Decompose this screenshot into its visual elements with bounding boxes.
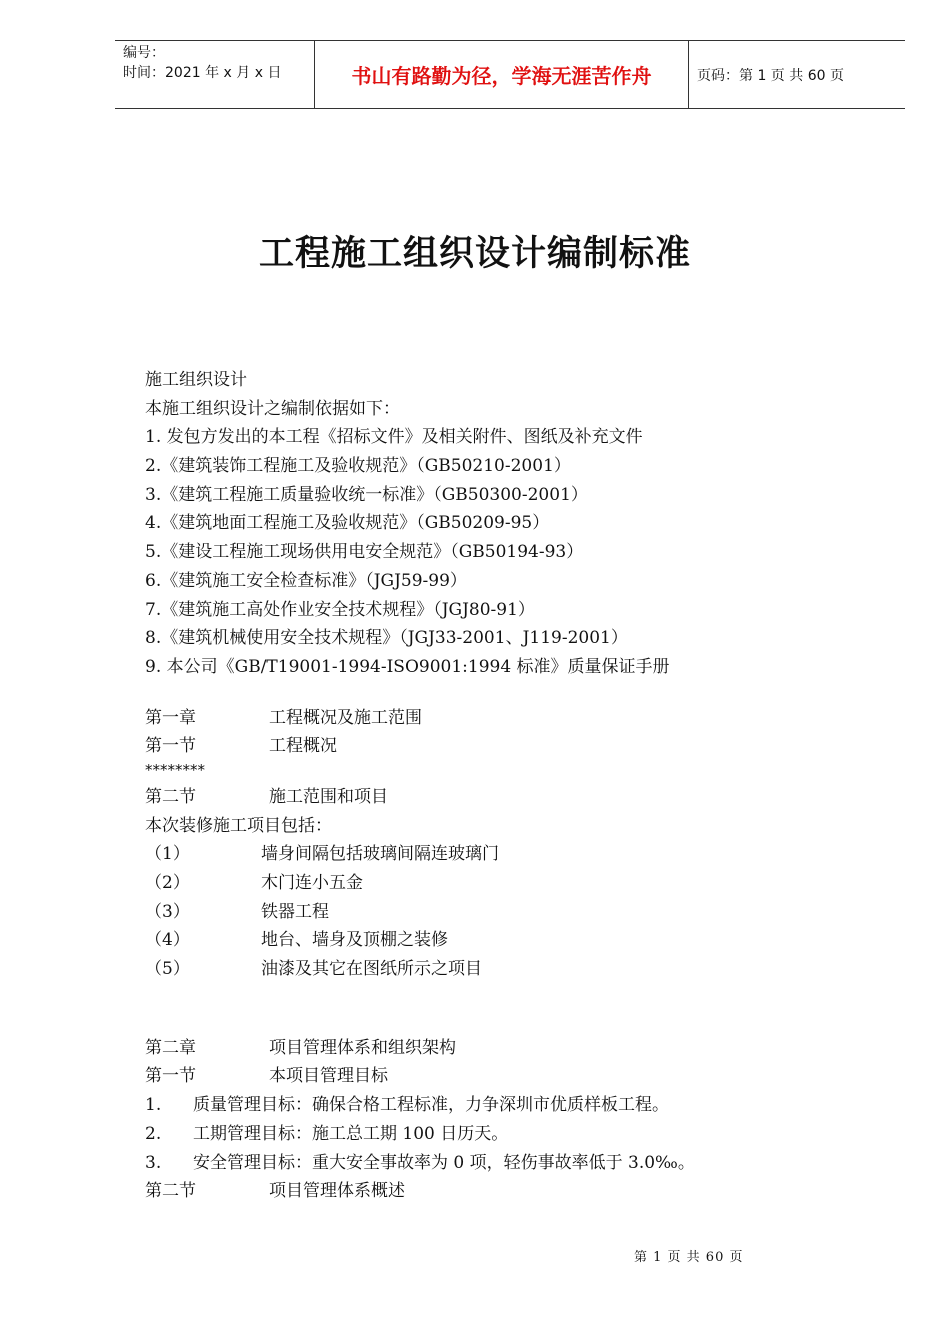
header-meta <box>115 41 315 108</box>
goal-item <box>145 1120 845 1149</box>
intro-lead: 本施工组织设计之编制依据如下： <box>145 398 400 419</box>
basis-item: 6.《建筑施工安全检查标准》（JGJ59-99） <box>145 570 467 591</box>
list-item-text: 油漆及其它在图纸所示之项目 <box>261 959 482 980</box>
basis-item: 1. 发包方发出的本工程《招标文件》及相关附件、图纸及补充文件 <box>145 427 643 448</box>
basis-item: 3.《建筑工程施工质量验收统一标准》（GB50300-2001） <box>145 484 588 505</box>
page-footer: 第 1 页 共 60 页 <box>634 1250 744 1265</box>
list-item-number: （1） <box>145 844 190 865</box>
chapter-label: 第二章 <box>145 1037 196 1058</box>
list-item-text: 铁器工程 <box>261 901 329 922</box>
list-item-number: （4） <box>145 930 190 951</box>
basis-item: 7.《建筑施工高处作业安全技术规程》（JGJ80-91） <box>145 599 535 620</box>
document-body <box>145 366 845 1206</box>
goal-text: 工期管理目标：施工总工期 100 日历天。 <box>193 1123 509 1144</box>
goal-text: 质量管理目标：确保合格工程标准，力争深圳市优质样板工程。 <box>193 1095 669 1116</box>
list-item <box>145 898 845 927</box>
placeholder-stars: ******** <box>145 760 205 779</box>
section-heading <box>145 1062 845 1091</box>
list-item-number: （2） <box>145 873 190 893</box>
basis-item: 5.《建设工程施工现场供用电安全规范》（GB50194-93） <box>145 542 584 563</box>
chapter-title: 项目管理体系和组织架构 <box>269 1037 456 1058</box>
list-item-text: 墙身间隔包括玻璃间隔连玻璃门 <box>261 844 499 865</box>
section-title: 本项目管理目标 <box>269 1066 388 1087</box>
chapter-heading <box>145 704 845 733</box>
goal-item <box>145 1149 845 1178</box>
section-heading <box>145 732 845 761</box>
document-title: 工程施工组织设计编制标准 <box>258 234 691 274</box>
document-number-label: 编号： <box>123 45 165 61</box>
section-heading <box>145 783 845 812</box>
section-title: 项目管理体系概述 <box>269 1181 405 1202</box>
page-header <box>115 40 905 109</box>
goal-number: 1. <box>145 1095 162 1116</box>
list-item-number: （5） <box>145 959 190 980</box>
intro-heading: 施工组织设计 <box>145 370 247 390</box>
list-item <box>145 926 845 955</box>
section-label: 第一节 <box>145 736 196 757</box>
list-item <box>145 955 845 984</box>
basis-item: 2.《建筑装饰工程施工及验收规范》（GB50210-2001） <box>145 456 571 477</box>
chapter-label: 第一章 <box>145 707 196 728</box>
list-item-text: 地台、墙身及顶棚之装修 <box>261 930 448 951</box>
list-item-number: （3） <box>145 901 190 922</box>
goal-number: 3. <box>145 1152 162 1173</box>
section-heading <box>145 1177 845 1206</box>
goal-text: 安全管理目标：重大安全事故率为 0 项，轻伤事故率低于 3.0‰。 <box>193 1152 695 1173</box>
document-time: 时间：2021 年 x 月 x 日 <box>123 65 282 81</box>
section-label: 第一节 <box>145 1066 196 1087</box>
section-label: 第二节 <box>145 1181 196 1202</box>
chapter-heading <box>145 1034 845 1063</box>
items-lead: 本次装修施工项目包括： <box>145 815 332 836</box>
list-item-text: 木门连小五金 <box>261 873 363 893</box>
header-motto: 书山有路勤为径，学海无涯苦作舟 <box>315 41 689 108</box>
basis-item: 8.《建筑机械使用安全技术规程》（JGJ33-2001、J119-2001） <box>145 628 628 649</box>
basis-item: 4.《建筑地面工程施工及验收规范》（GB50209-95） <box>145 513 550 534</box>
section-title: 工程概况 <box>269 736 337 757</box>
list-item <box>145 869 845 898</box>
chapter-title: 工程概况及施工范围 <box>269 707 422 728</box>
basis-item: 9. 本公司《GB/T19001-1994-ISO9001:1994 标准》质量保证手册 <box>145 656 670 677</box>
section-title: 施工范围和项目 <box>269 786 388 807</box>
goal-item <box>145 1091 845 1120</box>
list-item <box>145 840 845 869</box>
goal-number: 2. <box>145 1123 162 1144</box>
header-page-info: 页码：第 1 页 共 60 页 <box>697 67 844 84</box>
section-label: 第二节 <box>145 786 196 807</box>
